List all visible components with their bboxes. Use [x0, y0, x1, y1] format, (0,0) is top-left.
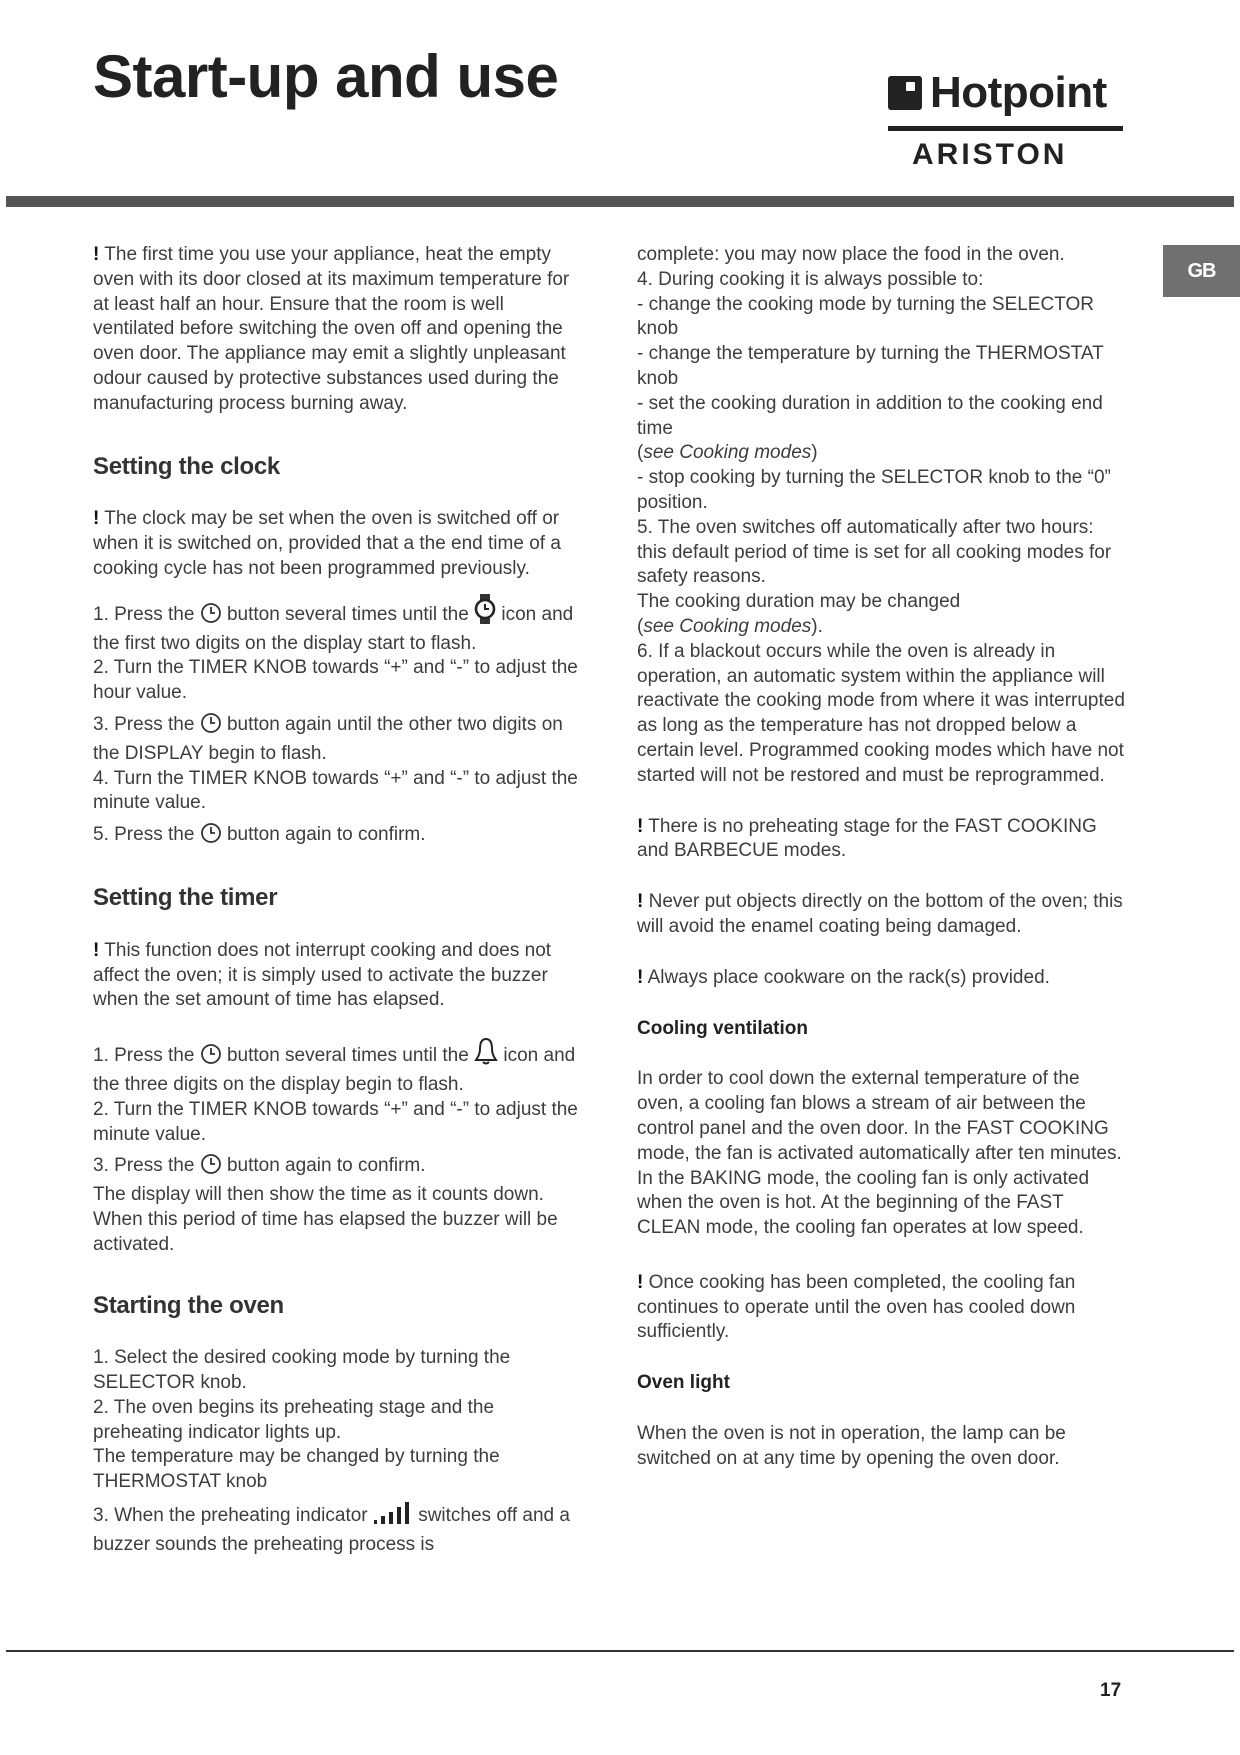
note-text: Once cooking has been completed, the cooling fan continues to operate until the oven has cooled down sufficiently. — [637, 1271, 1076, 1343]
intro-note — [93, 243, 583, 417]
step-5: 5. The oven switches off automatically after two hours: this default period of time is set for all cooking modes for safety reasons. — [637, 516, 1112, 588]
timer-step-3 — [93, 1153, 583, 1183]
clock-heading: Setting the clock — [93, 452, 280, 480]
note-text: There is no preheating stage for the FAST COOKING and BARBECUE modes. — [637, 815, 1097, 862]
starting-step-3 — [93, 1501, 583, 1558]
timer-heading: Setting the timer — [93, 883, 278, 911]
clock-button-icon — [200, 1043, 222, 1073]
footer-rule — [6, 1650, 1234, 1652]
step-text: button again to confirm. — [226, 1155, 426, 1177]
intro-text: The first time you use your appliance, heat the empty oven with its door closed at its maximum temperature for at least half an hour. Ensure that the room is well ventilated before switching the oven off and opening the oven door. The appliance may emit a slightly unpleasant odour caused by protective substances used during the manufacturing process burning away. — [93, 244, 570, 414]
preheat-indicator-icon — [373, 1501, 413, 1533]
step-4c: - set the cooking duration in addition to the cooking end time — [637, 392, 1103, 439]
cross-reference: (see Cooking modes) — [637, 442, 818, 464]
right-column — [637, 243, 1127, 1472]
timer-note — [93, 939, 583, 1013]
note-text: Never put objects directly on the bottom of the oven; this will avoid the enamel coating being damaged. — [637, 891, 1123, 937]
starting-heading: Starting the oven — [93, 1291, 284, 1319]
note-rack — [637, 966, 1127, 991]
clock-button-icon — [200, 1153, 222, 1183]
warning-mark: ! — [637, 966, 644, 988]
step-text: icon and the three digits on the display begin to flash. — [93, 1045, 576, 1095]
step-6: 6. If a blackout occurs while the oven is already in operation, an automatic system within the appliance will reactivate the cooking mode from where it was interrupted as long as the temperature has not dropped below a certain level. Programmed cooking modes which have not started will not be restored and must be reprogrammed. — [637, 640, 1125, 786]
clock-button-icon — [200, 602, 222, 632]
step-text: button several times until the — [226, 603, 469, 625]
clock-step-2: 2. Turn the TIMER KNOB towards “+” and “-” to adjust the hour value. — [93, 657, 578, 704]
step-4: 4. During cooking it is always possible to: — [637, 268, 984, 290]
timer-step-1 — [93, 1037, 583, 1098]
cooling-text: In order to cool down the external temperature of the oven, a cooling fan blows a stream of air between the control panel and the oven door. In the FAST COOKING mode, the fan is activated automatically after ten minutes. In the BAKING mode, the cooling fan is only activated when the oven is hot. At the beginning of the FAST CLEAN mode, the cooling fan operates at low speed. — [637, 1068, 1122, 1239]
step-text: 1. Press the — [93, 1045, 195, 1067]
starting-step-2b: The temperature may be changed by turning the THERMOSTAT knob — [93, 1446, 500, 1493]
timer-note-text: This function does not interrupt cooking and does not affect the oven; it is simply used to activate the buzzer when the set amount of time has elapsed. — [93, 939, 552, 1011]
warning-mark: ! — [637, 815, 644, 837]
language-tab: GB — [1163, 245, 1240, 297]
left-column — [93, 243, 583, 1558]
warning-mark: ! — [93, 939, 100, 961]
brand-logo — [888, 68, 1123, 174]
step-4d: - stop cooking by turning the SELECTOR knob to the “0” position. — [637, 467, 1111, 513]
step-3-continued: complete: you may now place the food in the oven. — [637, 244, 1065, 265]
header-rule — [6, 196, 1234, 207]
timer-step-2: 2. Turn the TIMER KNOB towards “+” and “-” to adjust the minute value. — [93, 1098, 578, 1145]
clock-button-icon — [200, 712, 222, 742]
warning-mark: ! — [637, 891, 644, 913]
bell-icon — [474, 1037, 498, 1073]
note-text: Always place cookware on the rack(s) provided. — [647, 966, 1050, 988]
cross-reference: (see Cooking modes). — [637, 615, 823, 637]
see-cooking-modes-link: see Cooking modes — [643, 442, 812, 464]
step-text: button again until the other two digits on the DISPLAY begin to flash. — [93, 713, 563, 764]
logo-divider — [888, 126, 1123, 131]
clock-note — [93, 507, 583, 581]
timer-after: The display will then show the time as it counts down. When this period of time has elapsed the buzzer will be activated. — [93, 1184, 558, 1255]
note-preheat — [637, 815, 1127, 865]
step-text: 3. Press the — [93, 713, 195, 735]
watch-icon — [474, 594, 496, 632]
cooling-note — [637, 1271, 1127, 1345]
starting-step-1: 1. Select the desired cooking mode by turning the SELECTOR knob. — [93, 1347, 511, 1394]
step-text: button again to confirm. — [226, 824, 426, 846]
clock-step-4: 4. Turn the TIMER KNOB towards “+” and “-” to adjust the minute value. — [93, 767, 578, 814]
page-number: 17 — [1100, 1680, 1122, 1701]
step-4b: - change the temperature by turning the THERMOSTAT knob — [637, 343, 1104, 389]
logo-square-icon — [888, 76, 922, 110]
step-text: 5. Press the — [93, 824, 195, 846]
warning-mark: ! — [93, 508, 100, 530]
step-5b: The cooking duration may be changed — [637, 591, 961, 613]
warning-mark: ! — [93, 244, 100, 265]
warning-mark: ! — [637, 1271, 644, 1293]
logo-subtitle: ARISTON — [912, 138, 1068, 171]
step-4a: - change the cooking mode by turning the SELECTOR knob — [637, 293, 1094, 340]
note-bottom — [637, 890, 1127, 940]
step-text: 3. Press the — [93, 1155, 195, 1177]
starting-step-2: 2. The oven begins its preheating stage and the preheating indicator lights up. — [93, 1396, 495, 1443]
light-heading: Oven light — [637, 1372, 730, 1394]
step-text: 1. Press the — [93, 603, 195, 625]
clock-step-3 — [93, 712, 583, 767]
clock-step-1 — [93, 594, 583, 657]
light-text: When the oven is not in operation, the lamp can be switched on at any time by opening the oven door. — [637, 1423, 1066, 1469]
step-text: button several times until the — [226, 1045, 469, 1067]
logo-brand: Hotpoint — [930, 68, 1107, 117]
clock-note-text: The clock may be set when the oven is switched off or when it is switched on, provided that a the end time of a cooking cycle has not been programmed previously. — [93, 508, 561, 579]
clock-step-5 — [93, 822, 583, 852]
cooling-heading: Cooling ventilation — [637, 1017, 808, 1039]
clock-button-icon — [200, 822, 222, 852]
step-text: switches off and a buzzer sounds the preheating process is — [93, 1505, 570, 1555]
step-text: 3. When the preheating indicator — [93, 1505, 368, 1527]
step-text: icon and the first two digits on the display start to flash. — [93, 603, 574, 654]
page-title: Start-up and use — [93, 43, 559, 110]
see-cooking-modes-link: see Cooking modes — [643, 615, 812, 637]
